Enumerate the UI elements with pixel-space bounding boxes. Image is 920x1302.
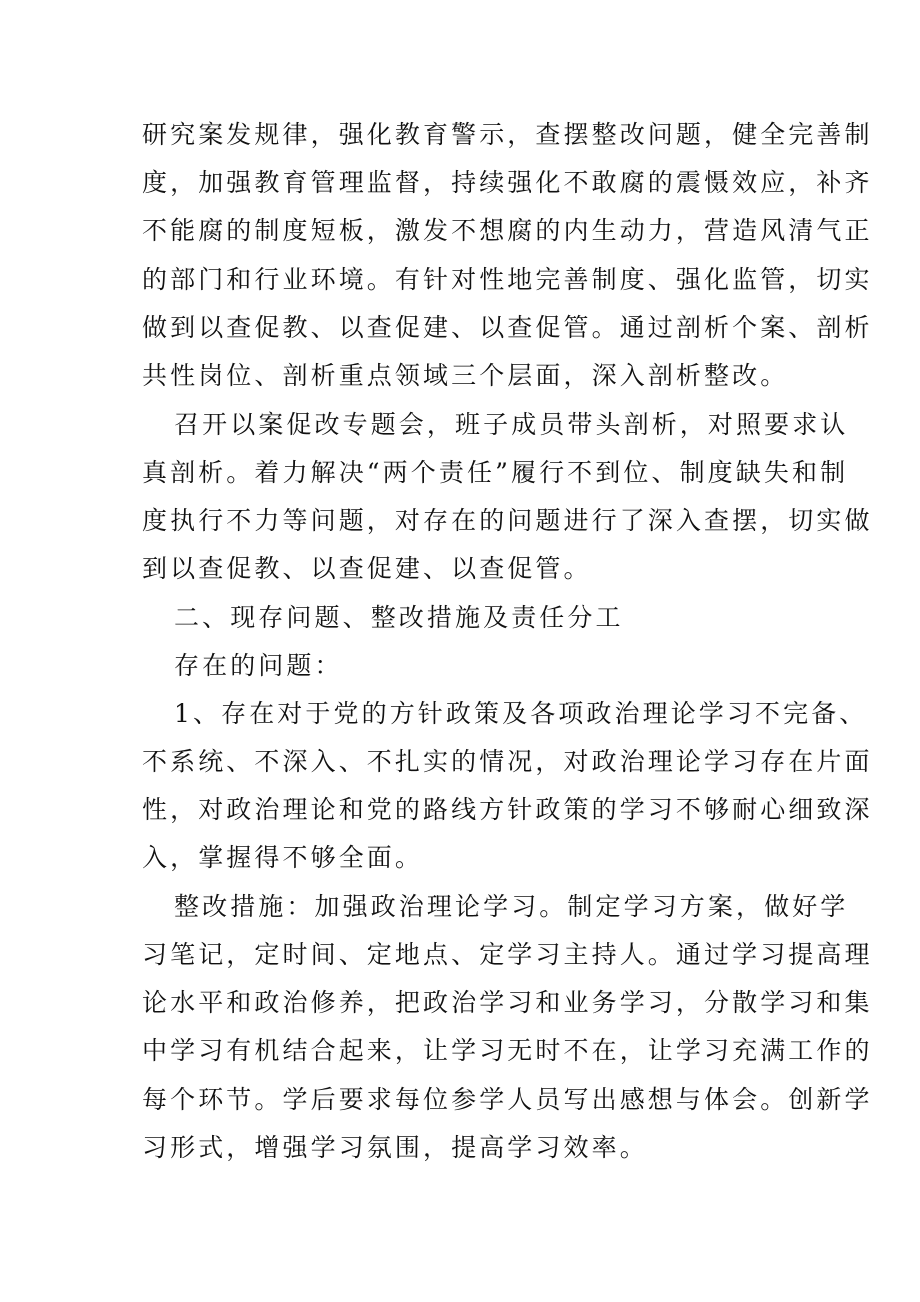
paragraph-2-line-3: 度执行不力等问题，对存在的问题进行了深入查摆，切实做 xyxy=(142,506,873,535)
paragraph-2-line-1: 召开以案促改专题会，班子成员带头剖析，对照要求认 xyxy=(174,410,849,439)
problem-item-1-line-3: 性，对政治理论和党的路线方针政策的学习不够耐心细致深 xyxy=(142,795,873,824)
paragraph-1-line-4: 的部门和行业环境。有针对性地完善制度、强化监管，切实 xyxy=(142,265,873,294)
measures-line-2: 习笔记，定时间、定地点、定学习主持人。通过学习提高理 xyxy=(142,940,873,969)
paragraph-1-line-1: 研究案发规律，强化教育警示，查摆整改问题，健全完善制 xyxy=(142,120,873,149)
paragraph-1-line-5: 做到以查促教、以查促建、以查促管。通过剖析个案、剖析 xyxy=(142,313,873,342)
measures-line-1: 整改措施：加强政治理论学习。制定学习方案，做好学 xyxy=(174,892,849,921)
paragraph-2-line-4: 到以查促教、以查促建、以查促管。 xyxy=(142,554,592,583)
measures-line-6: 习形式，增强学习氛围，提高学习效率。 xyxy=(142,1133,648,1162)
problems-label: 存在的问题： xyxy=(174,651,343,680)
problem-item-1-line-4: 入，掌握得不够全面。 xyxy=(142,843,424,872)
paragraph-1-line-3: 不能腐的制度短板，激发不想腐的内生动力，营造风清气正 xyxy=(142,216,873,245)
measures-line-4: 中学习有机结合起来，让学习无时不在，让学习充满工作的 xyxy=(142,1036,873,1065)
section-heading: 二、现存问题、整改措施及责任分工 xyxy=(174,603,624,632)
paragraph-1-line-6: 共性岗位、剖析重点领域三个层面，深入剖析整改。 xyxy=(142,361,789,390)
paragraph-2-line-2: 真剖析。着力解决“两个责任”履行不到位、制度缺失和制 xyxy=(142,458,849,487)
measures-line-3: 论水平和政治修养，把政治学习和业务学习，分散学习和集 xyxy=(142,988,873,1017)
problem-item-1-line-1: 1、存在对于党的方针政策及各项政治理论学习不完备、 xyxy=(174,699,868,728)
paragraph-1-line-2: 度，加强教育管理监督，持续强化不敢腐的震慑效应，补齐 xyxy=(142,168,873,197)
measures-line-5: 每个环节。学后要求每位参学人员写出感想与体会。创新学 xyxy=(142,1085,873,1114)
problem-item-1-line-2: 不系统、不深入、不扎实的情况，对政治理论学习存在片面 xyxy=(142,747,873,776)
